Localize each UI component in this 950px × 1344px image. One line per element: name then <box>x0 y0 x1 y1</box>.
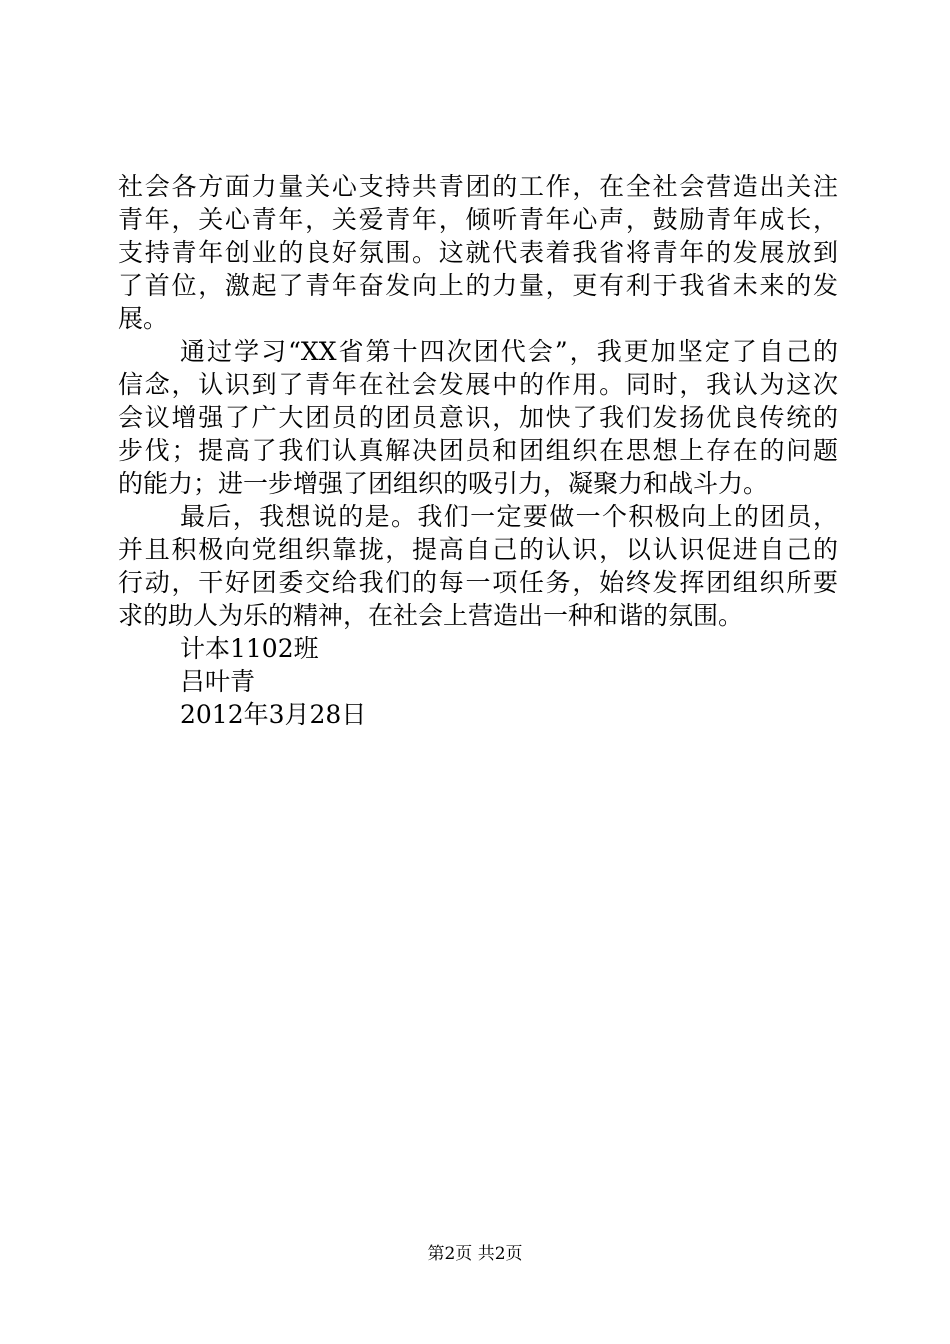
paragraph-line: 社会各方面力量关心支持共青团的工作，在全社会营造出关注 <box>118 172 838 201</box>
paragraph-line: 通过学习“XX省第十四次团代会”，我更加坚定了自己的 <box>180 337 838 366</box>
page-footer <box>0 1242 950 1266</box>
document-date: 2012年3月28日 <box>180 700 367 729</box>
paragraph-line: 最后，我想说的是。我们一定要做一个积极向上的团员， <box>180 502 838 531</box>
paragraph-line: 步伐；提高了我们认真解决团员和团组织在思想上存在的问题 <box>118 436 838 465</box>
signature-block <box>118 632 838 731</box>
paragraph-line: 支持青年创业的良好氛围。这就代表着我省将青年的发展放到 <box>118 238 838 267</box>
document-body <box>118 170 838 731</box>
paragraph-1 <box>118 170 838 335</box>
paragraph-line: 行动，干好团委交给我们的每一项任务，始终发挥团组织所要 <box>118 568 838 597</box>
author-name: 吕叶青 <box>180 667 256 696</box>
paragraph-line: 展。 <box>118 304 169 333</box>
paragraph-line: 的能力；进一步增强了团组织的吸引力，凝聚力和战斗力。 <box>118 469 769 498</box>
paragraph-3 <box>118 500 838 632</box>
page-number: 第2页 共2页 <box>427 1244 523 1264</box>
paragraph-line: 信念，认识到了青年在社会发展中的作用。同时，我认为这次 <box>118 370 838 399</box>
paragraph-line: 求的助人为乐的精神，在社会上营造出一种和谐的氛围。 <box>118 601 744 630</box>
class-name: 计本1102班 <box>180 634 319 663</box>
paragraph-2 <box>118 335 838 500</box>
paragraph-line: 了首位，激起了青年奋发向上的力量，更有利于我省未来的发 <box>118 271 838 300</box>
paragraph-line: 并且积极向党组织靠拢，提高自己的认识，以认识促进自己的 <box>118 535 838 564</box>
paragraph-line: 青年，关心青年，关爱青年，倾听青年心声，鼓励青年成长， <box>118 205 838 234</box>
paragraph-line: 会议增强了广大团员的团员意识，加快了我们发扬优良传统的 <box>118 403 838 432</box>
